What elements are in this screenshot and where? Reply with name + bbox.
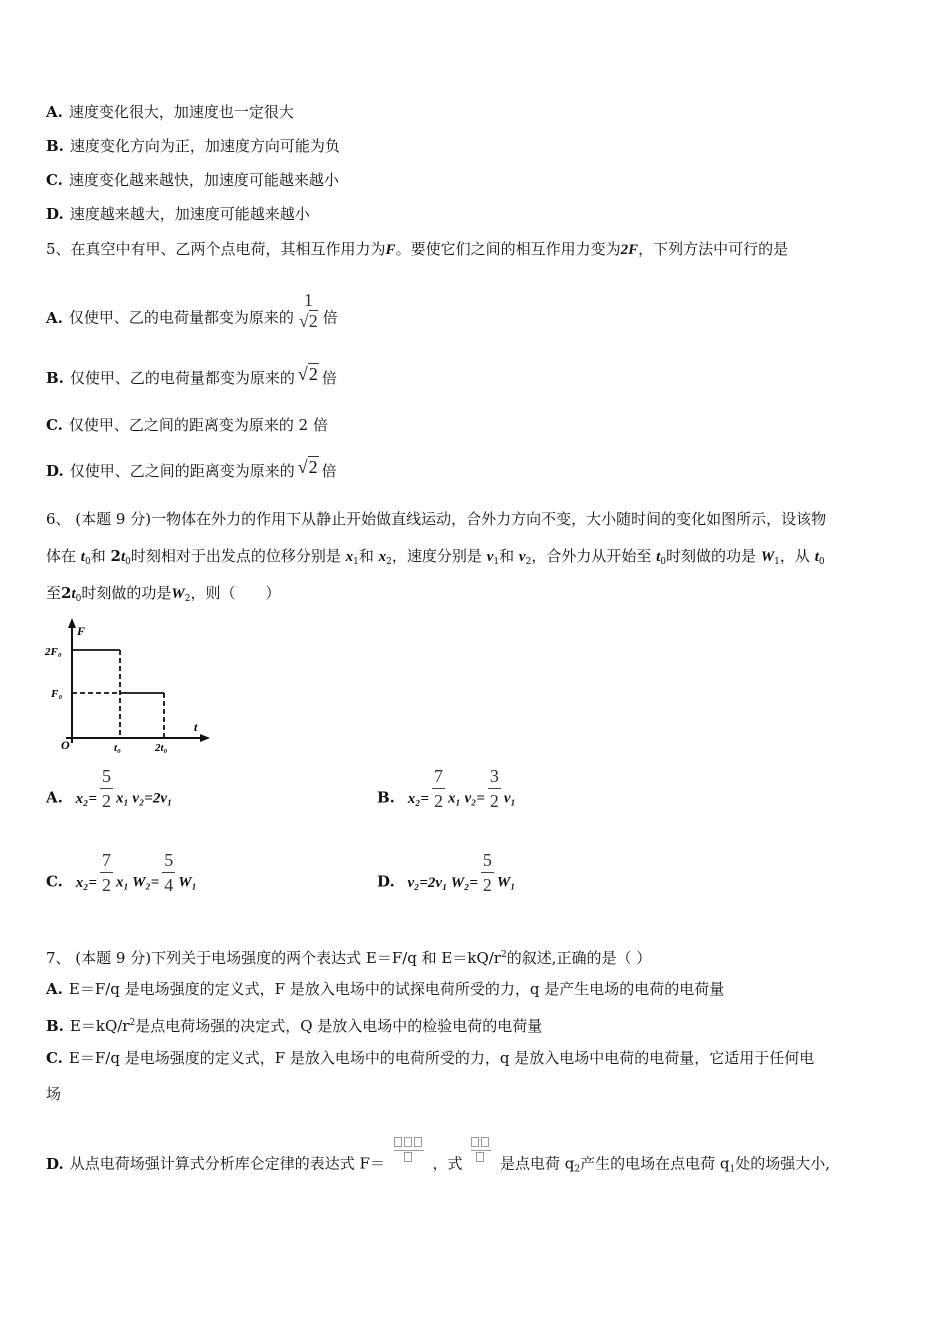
fraction: $\frac{7}{2}$ (101, 850, 111, 895)
q5-option-d: D. 仅使甲、乙之间的距离变为原来的 √2 倍 (46, 456, 337, 480)
y-axis-label: F (77, 624, 86, 638)
q7-option-d: D. 从点电荷场强计算式分析库仑定律的表达式 F＝ ，式 是点电荷 $q_2$产生的电场在点电荷 $q_1$处的场强大小, (46, 1151, 830, 1180)
q6-stem-line2: 体在 $t_0$和 $2t_0$时刻相对于出发点的位移分别是 $x_1$和 $x_2$，速度分别是 $v_1$和 $v_2$，合外力从开始至 $t_0$时刻做的功是 $W_1$，从 $t_0$ (46, 547, 825, 567)
x-axis-label: t (194, 720, 198, 734)
fraction: $\frac{5}{2}$ (101, 766, 111, 811)
fraction-one-over-root-two: 1 √2 (298, 290, 318, 331)
q6-stem-line3: 至$2t_0$时刻做的功是$W_2$，则（ ） (46, 584, 281, 604)
fraction: $\frac{5}{4}$ (164, 850, 174, 895)
q5-option-c: C. 仅使甲、乙之间的距离变为原来的 2 倍 (46, 416, 328, 434)
q5-option-b: B. 仅使甲、乙的电荷量都变为原来的 √2 倍 (46, 363, 337, 387)
x-tick-t0: t₀ (114, 742, 121, 754)
sqrt-two: √2 (297, 363, 318, 384)
garbled-formula-placeholder (394, 1137, 424, 1164)
q6-option-d: D. v₂=2v₁ W₂= $\frac{5}{2}$ W₁ (377, 850, 516, 895)
q6-option-c: C. x₂= $\frac{7}{2}$ x₁ W₂= $\frac{5}{4}$ W₁ (46, 850, 197, 895)
q4-option-a: A. 速度变化很大，加速度也一定很大 (46, 103, 294, 121)
y-axis-arrow (68, 618, 76, 628)
q5-stem: 5、在真空中有甲、乙两个点电荷，其相互作用力为F。要使它们之间的相互作用力变为2F，下列方法中可行的是 (46, 240, 789, 258)
sqrt-two: √2 (297, 456, 318, 477)
q7-stem: 7、 (本题 9 分)下列关于电场强度的两个表达式 E＝F/q 和 $E=kQ/r^2$的叙述,正确的是（ ） (46, 949, 652, 967)
q7-option-c-continued: 场 (46, 1085, 62, 1103)
fraction: $\frac{5}{2}$ (482, 850, 492, 895)
fraction: $\frac{7}{2}$ (433, 766, 443, 811)
garbled-formula-placeholder (471, 1137, 491, 1164)
q4-option-b: B. 速度变化方向为正，加速度方向可能为负 (46, 137, 340, 155)
q7-option-b: B. $E=kQ/r^2$是点电荷场强的决定式，Q 是放入电场中的检验电荷的电荷量 (46, 1017, 543, 1035)
q5-option-a: A. 仅使甲、乙的电荷量都变为原来的 1 √2 倍 (46, 290, 338, 331)
fraction: $\frac{3}{2}$ (489, 766, 499, 811)
y-tick-f0: F₀ (51, 688, 63, 700)
q6-option-a: A. x₂= $\frac{5}{2}$ x₁ v₂=2v₁ (46, 766, 173, 811)
origin-label: O (61, 738, 70, 752)
q7-option-c: C. E＝F/q 是电场强度的定义式，F 是放入电场中的电荷所受的力，q 是放入电场中电荷的电荷量，它适用于任何电 (46, 1049, 815, 1067)
x-axis-arrow (200, 734, 210, 742)
y-tick-2f0: 2F₀ (45, 646, 62, 658)
q4-option-c: C. 速度变化越来越快，加速度可能越来越小 (46, 171, 339, 189)
q6-stem-line1: 6、 (本题 9 分)一物体在外力的作用下从静止开始做直线运动，合外力方向不变，大小随时间的变化如图所示，设该物 (46, 510, 827, 528)
force-time-graph (44, 615, 214, 755)
q4-option-d: D. 速度越来越大，加速度可能越来越小 (46, 205, 310, 223)
q6-option-b: B. x₂= $\frac{7}{2}$ x₁ v₂= $\frac{3}{2}$ v₁ (377, 766, 516, 811)
x-tick-2t0: 2t₀ (155, 742, 168, 754)
q7-option-a: A. E＝F/q 是电场强度的定义式，F 是放入电场中的试探电荷所受的力，q 是产生电场的电荷的电荷量 (46, 980, 725, 998)
